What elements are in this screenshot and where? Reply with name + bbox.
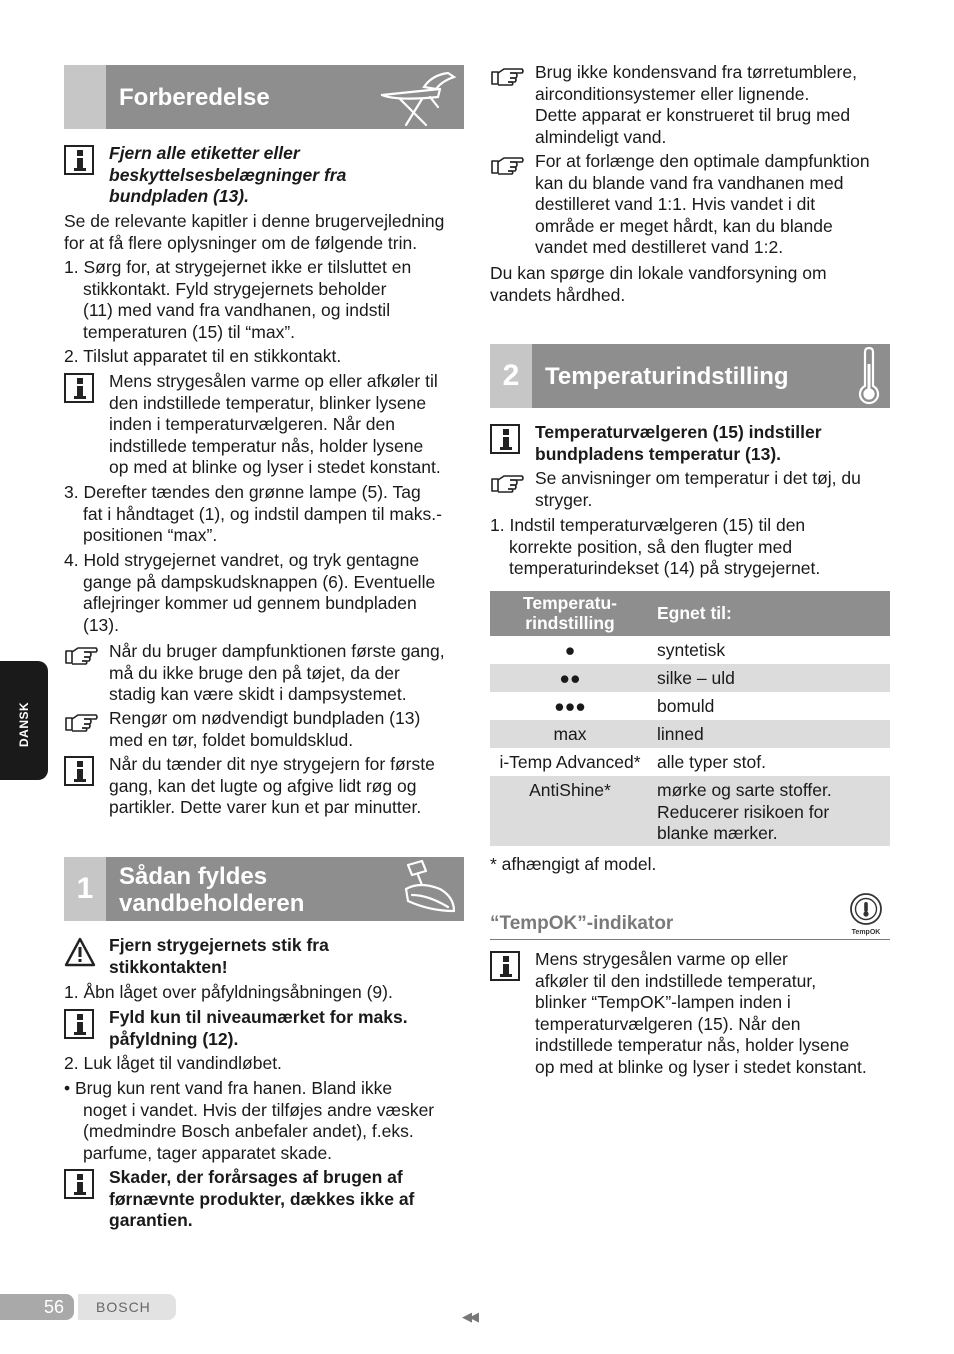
text-line: Se anvisninger om temperatur i det tøj, du: [535, 468, 861, 488]
text-line: må du ikke bruge den på tøjet, da der: [109, 662, 400, 683]
pointing-hand-icon: [64, 645, 98, 665]
table-cell-use: silke – uld: [657, 668, 735, 688]
table-cell-setting: i-Temp Advanced*: [499, 752, 641, 772]
text-line: Brug ikke kondensvand fra tørretumblere,: [535, 62, 857, 82]
text-line: 1. Indstil temperaturvælgeren (15) til den: [490, 515, 806, 535]
text-line: Fyld kun til niveaumærket for maks.: [109, 1007, 408, 1027]
text-line: indstillede temperatur nås, holder lysene: [109, 435, 424, 456]
text-line: afkøler til den indstillede temperatur,: [535, 970, 817, 991]
table-cell-setting: AntiShine*: [529, 780, 611, 800]
page-number-tab: [0, 1294, 74, 1320]
text-line: fat i håndtaget (1), og indstil dampen til maks.-: [83, 503, 442, 524]
text-line: mørke og sarte stoffer.: [657, 780, 832, 800]
bullet-clean-water: [64, 1078, 434, 1164]
table-cell-setting: ●: [564, 640, 576, 660]
text-line: Du kan spørge din lokale vandforsyning om: [490, 263, 827, 283]
text-line: Temperaturvælgeren (15) indstiller: [535, 422, 822, 442]
step-3: [64, 482, 442, 547]
pointing-hand-icon: [490, 66, 524, 86]
text-line: temperaturindekset (14) på strygejernet.: [509, 558, 821, 578]
warning-unplug: [109, 935, 329, 978]
text-line: kan du blande vand fra vandhanen med: [535, 172, 844, 193]
section-number-blank: [64, 65, 106, 129]
pointing-hand-icon: [490, 155, 524, 175]
text-line: (11) med vand fra vandhanen, og indstil: [83, 300, 391, 320]
text-line: med en tør, foldet bomuldsklud.: [109, 729, 354, 750]
ironing-board-icon: [378, 67, 460, 127]
text-line: 1. Sørg for, at strygejernet ikke er tilsluttet en: [64, 257, 412, 277]
info-icon: [64, 1169, 94, 1199]
table-row: [490, 720, 890, 748]
tip-label: [535, 468, 861, 511]
table-row: [490, 776, 890, 846]
text-line: førnævnte produkter, dækkes ikke af: [109, 1188, 415, 1209]
temperature-table: [490, 591, 890, 846]
table-cell-use: bomuld: [657, 696, 715, 716]
note-heat: [109, 371, 441, 479]
pointing-hand-icon: [64, 712, 98, 732]
info-icon: [490, 424, 520, 454]
text-line: blanke mærker.: [657, 823, 778, 843]
tip-mix-water: [535, 151, 870, 259]
text-line: airconditionsystemer eller lignende.: [535, 83, 810, 104]
text-line: Sådan fyldes: [119, 863, 268, 890]
prev-page-icon[interactable]: ◀◀: [462, 1309, 476, 1324]
table-row: [490, 664, 890, 692]
table-header: [490, 591, 890, 636]
text-line: almindeligt vand.: [535, 126, 667, 147]
tempok-icon: [846, 892, 886, 928]
table-cell-use: syntetisk: [657, 640, 726, 660]
text-line: partikler. Dette varer kun et par minutter.: [109, 797, 422, 817]
info-icon: [64, 1009, 94, 1039]
text-line: beskyttelsesbelægninger fra: [109, 164, 347, 185]
section-header-temperature: [490, 344, 890, 408]
table-cell-use: alle typer stof.: [657, 752, 766, 772]
fill-step-2: 2. Luk låget til vandindløbet.: [64, 1053, 282, 1073]
table-cell-setting: ●●●: [554, 696, 586, 716]
section-number: 2: [490, 344, 532, 408]
text-line: påfyldning (12).: [109, 1028, 239, 1049]
table-header-use: Egnet til:: [657, 603, 732, 623]
table-row: [490, 636, 890, 664]
warning-icon: [64, 937, 96, 967]
tempok-indicator-icon: [846, 892, 886, 938]
text-line: vandbeholderen: [119, 890, 305, 917]
temp-step-1: [490, 515, 820, 580]
page-number: 56: [43, 1297, 64, 1317]
table-cell-setting: ●●: [559, 668, 581, 688]
text-line: aflejringer kommer ud gennem bundpladen: [83, 593, 417, 613]
pointing-hand-icon: [490, 473, 524, 493]
table-cell-use: [657, 780, 832, 845]
text-line: Mens strygesålen varme op eller afkøler til: [109, 371, 438, 391]
section-title-fill: [119, 863, 304, 917]
text-line: rindstilling: [525, 613, 615, 633]
fill-step-1: 1. Åbn låget over påfyldningsåbningen (9).: [64, 982, 393, 1002]
tip-condense-water: [535, 62, 857, 148]
section-header-fill: [64, 857, 464, 921]
text-line: Når du tænder dit nye strygejern for første: [109, 754, 435, 774]
text-line: for at få flere oplysninger om de følgende trin.: [64, 232, 418, 253]
text-line: den indstillede temperatur, blinker lysene: [109, 392, 427, 413]
text-line: noget i vandet. Hvis der tilføjes andre væsker: [83, 1099, 435, 1120]
info-icon: [64, 756, 94, 786]
text-line: 4. Hold strygejernet vandret, og tryk gentagne: [64, 550, 420, 570]
section-number: 1: [64, 857, 106, 921]
text-line: Se de relevante kapitler i denne brugervejledning: [64, 211, 445, 231]
text-line: Temperatu-: [523, 593, 617, 613]
text-line: Dette apparat er konstrueret til brug med: [535, 105, 851, 125]
text-line: temperaturen (15) til “max”.: [83, 321, 296, 342]
note-fill-level: [109, 1007, 408, 1050]
text-line: stryger.: [535, 489, 593, 510]
step-4: [64, 550, 435, 636]
text-line: Mens strygesålen varme op eller: [535, 949, 788, 969]
text-line: op med at blinke og lyser i stedet konstant.: [535, 1056, 867, 1077]
text-line: gange på dampskudsknappen (6). Eventuelle: [83, 571, 436, 592]
text-line: Fjern strygejernets stik fra: [109, 935, 329, 955]
iron-fill-icon: [400, 859, 460, 919]
note-tempok: [535, 949, 867, 1078]
info-icon: [490, 951, 520, 981]
text-line: Skader, der forårsages af brugen af: [109, 1167, 403, 1187]
ask-water-supply: [490, 263, 827, 306]
language-tab: [0, 661, 48, 780]
text-line: bundpladen (13).: [109, 186, 249, 206]
section-header-preparation: [64, 65, 464, 129]
tempok-icon-label: TempOK: [851, 929, 881, 936]
text-line: indstillede temperatur nås, holder lysene: [535, 1035, 850, 1055]
brand-tab: [78, 1294, 176, 1320]
text-line: stikkontakten!: [109, 956, 228, 977]
text-line: vandets hårdhed.: [490, 284, 626, 305]
text-line: op med at blinke og lyser i stedet konstant.: [109, 457, 441, 477]
info-icon: [64, 373, 94, 403]
section-title-temperature: Temperaturindstilling: [545, 363, 789, 390]
info-icon: [64, 145, 94, 175]
language-tab-label: DANSK: [17, 701, 31, 747]
tempok-heading: “TempOK”-indikator: [490, 913, 674, 934]
text-line: stikkontakt. Fyld strygejernets beholder: [83, 278, 387, 299]
footnote: * afhængigt af model.: [490, 854, 657, 874]
text-line: stadig kan være skidt i dampsystemet.: [109, 684, 407, 704]
table-header-setting: [490, 593, 650, 633]
text-line: blinker “TempOK”-lampen inden i: [535, 992, 791, 1012]
section-title-preparation: Forberedelse: [119, 84, 270, 111]
text-line: positionen “max”.: [83, 525, 218, 545]
table-row: [490, 692, 890, 720]
note-smell: [109, 754, 435, 819]
note-selector: [535, 422, 822, 465]
text-line: bundpladens temperatur (13).: [535, 443, 782, 464]
text-line: (13).: [83, 614, 119, 635]
step-2: 2. Tilslut apparatet til en stikkontakt.: [64, 346, 342, 366]
text-line: gang, kan det lugte og afgive lidt røg og: [109, 775, 417, 796]
table-cell-setting: max: [553, 724, 587, 744]
text-line: parfume, tager apparatet skade.: [83, 1142, 333, 1163]
text-line: korrekte position, så den flugter med: [509, 536, 793, 557]
text-line: destilleret vand 1:1. Hvis vandet i dit: [535, 194, 816, 214]
note-remove-labels: [109, 143, 346, 208]
text-line: (medmindre Bosch anbefaler andet), f.eks.: [83, 1121, 414, 1141]
text-line: Når du bruger dampfunktionen første gang,: [109, 641, 445, 661]
text-line: Rengør om nødvendigt bundpladen (13): [109, 708, 421, 728]
thermometer-icon: [850, 346, 890, 406]
text-line: vandet med destilleret vand 1:2.: [535, 237, 784, 257]
note-damage: [109, 1167, 414, 1232]
step-1: [64, 257, 411, 343]
text-line: For at forlænge den optimale dampfunktion: [535, 151, 870, 171]
text-line: Reducerer risikoen for: [657, 801, 830, 822]
brand-label: BOSCH: [96, 1299, 151, 1315]
text-line: temperaturvælgeren (15). Når den: [535, 1013, 801, 1034]
tip-clean: [109, 708, 420, 751]
tip-first-use: [109, 641, 445, 706]
text-line: inden i temperaturvælgeren. Når den: [109, 414, 395, 434]
text-line: Fjern alle etiketter eller: [109, 143, 300, 163]
intro-paragraph: [64, 211, 444, 254]
table-cell-use: linned: [657, 724, 704, 744]
heading-rule: [490, 939, 890, 940]
text-line: 3. Derefter tændes den grønne lampe (5). Tag: [64, 482, 421, 502]
text-line: • Brug kun rent vand fra hanen. Bland ikke: [64, 1078, 393, 1098]
text-line: garantien.: [109, 1210, 193, 1230]
text-line: område er meget hårdt, kan du blande: [535, 215, 833, 236]
table-row: [490, 748, 890, 776]
